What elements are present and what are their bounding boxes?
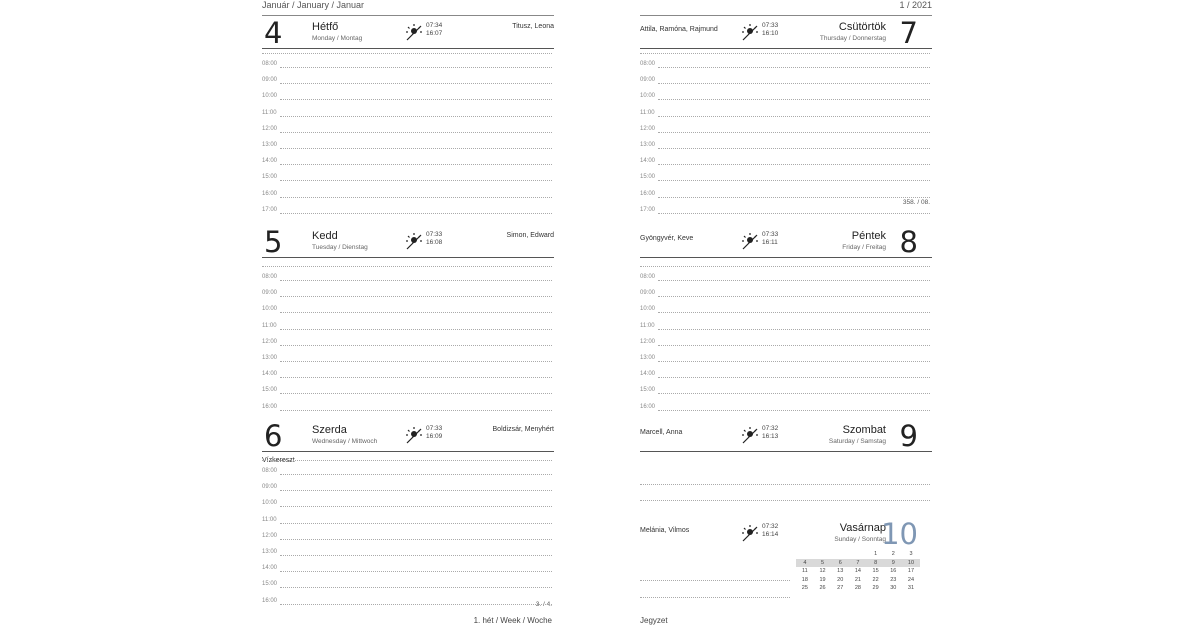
sunrise-time: 07:34 bbox=[426, 22, 443, 29]
right-page bbox=[640, 0, 932, 630]
day-name: Hétfő bbox=[312, 21, 339, 33]
mini-calendar-day bbox=[831, 550, 849, 559]
time-label: 08:00 bbox=[262, 468, 278, 474]
hour-line bbox=[280, 296, 552, 297]
sun-times bbox=[762, 523, 778, 539]
hour-line bbox=[262, 266, 552, 267]
time-label: 13:00 bbox=[640, 355, 656, 361]
mini-calendar-day: 18 bbox=[801, 576, 808, 583]
hour-line bbox=[262, 460, 552, 461]
time-label: 12:00 bbox=[640, 338, 656, 345]
hour-line bbox=[280, 197, 552, 198]
day-name: Szombat bbox=[842, 424, 886, 436]
day-number: 5 bbox=[264, 225, 283, 259]
sun-times bbox=[762, 425, 778, 441]
name-day: Melánia, Vilmos bbox=[640, 527, 690, 534]
hour-line bbox=[658, 132, 930, 133]
time-label: 13:00 bbox=[640, 142, 656, 148]
time-label: 17:00 bbox=[640, 206, 656, 213]
day-header bbox=[640, 518, 932, 550]
time-label: 12:00 bbox=[640, 125, 656, 132]
time-label: 08:00 bbox=[262, 61, 278, 67]
hour-line bbox=[658, 312, 930, 313]
sunrise-icon bbox=[740, 425, 760, 445]
mini-calendar-day: 23 bbox=[890, 576, 897, 583]
hour-line bbox=[262, 53, 552, 54]
mini-calendar-day: 31 bbox=[907, 585, 915, 591]
day-number: 9 bbox=[899, 419, 918, 453]
name-day: Attila, Ramóna, Rajmund bbox=[640, 26, 718, 33]
time-label: 11:00 bbox=[262, 516, 277, 523]
hour-line bbox=[280, 67, 552, 68]
page-header: Január / January / Januar bbox=[262, 0, 365, 10]
time-label: 16:00 bbox=[640, 190, 656, 197]
hour-line bbox=[280, 539, 552, 540]
dotted-line bbox=[640, 580, 790, 581]
name-day: Gyöngyvér, Keve bbox=[640, 235, 694, 242]
hour-line bbox=[658, 99, 930, 100]
day-header bbox=[640, 420, 932, 452]
day-number: 10 bbox=[881, 517, 918, 551]
day-number: 8 bbox=[899, 225, 918, 259]
day-name: Csütörtök bbox=[838, 21, 886, 33]
hour-line bbox=[280, 377, 552, 378]
sunrise-time: 07:33 bbox=[762, 231, 779, 238]
mini-calendar-week bbox=[796, 567, 920, 576]
sunset-time: 16:09 bbox=[426, 433, 443, 440]
hour-line bbox=[280, 587, 552, 588]
time-label: 15:00 bbox=[640, 387, 656, 394]
name-day: Simon, Edward bbox=[506, 232, 554, 239]
hour-line bbox=[658, 180, 930, 181]
mini-calendar-week bbox=[796, 559, 920, 568]
time-label: 09:00 bbox=[262, 290, 278, 297]
day-header bbox=[640, 226, 932, 258]
sunrise-icon bbox=[740, 523, 760, 543]
time-label: 12:00 bbox=[262, 125, 278, 132]
time-label: 14:00 bbox=[262, 371, 278, 378]
day-name: Szerda bbox=[312, 424, 347, 436]
hour-line bbox=[658, 329, 930, 330]
mini-calendar-day bbox=[814, 550, 832, 559]
day-rule bbox=[640, 257, 932, 258]
mini-calendar-day: 8 bbox=[874, 559, 878, 566]
day-number: 6 bbox=[264, 419, 283, 453]
sunset-time: 16:14 bbox=[762, 531, 779, 538]
mini-calendar-day: 21 bbox=[854, 576, 861, 583]
sunrise-icon bbox=[404, 425, 424, 445]
time-label: 11:00 bbox=[262, 109, 277, 116]
hour-line bbox=[280, 474, 552, 475]
hour-line bbox=[280, 345, 552, 346]
day-subtitle: Friday / Freitag bbox=[842, 244, 886, 251]
sunrise-icon bbox=[404, 231, 424, 251]
time-label: 15:00 bbox=[640, 174, 656, 181]
time-label: 13:00 bbox=[262, 549, 278, 555]
hour-line bbox=[280, 213, 552, 214]
mini-calendar-day: 7 bbox=[856, 559, 860, 566]
day-number: 4 bbox=[264, 16, 283, 50]
time-label: 10:00 bbox=[262, 306, 278, 313]
dotted-line bbox=[640, 484, 930, 485]
mini-calendar-day: 16 bbox=[890, 568, 897, 574]
hour-line bbox=[280, 490, 552, 491]
hour-line bbox=[658, 148, 930, 149]
hour-line bbox=[658, 67, 930, 68]
hour-line bbox=[658, 116, 930, 117]
left-page bbox=[262, 0, 554, 630]
hour-line bbox=[280, 180, 552, 181]
mini-calendar-day: 10 bbox=[907, 559, 915, 566]
day-rule bbox=[262, 48, 554, 49]
time-label: 11:00 bbox=[262, 322, 277, 329]
name-day: Titusz, Leona bbox=[512, 23, 554, 30]
hour-line bbox=[280, 329, 552, 330]
dotted-line bbox=[640, 500, 930, 501]
time-label: 10:00 bbox=[640, 93, 656, 100]
hour-line bbox=[280, 555, 552, 556]
hour-line bbox=[280, 393, 552, 394]
time-label: 14:00 bbox=[640, 371, 656, 378]
mini-calendar-day: 17 bbox=[907, 568, 915, 574]
mini-calendar-day: 4 bbox=[803, 559, 807, 566]
mini-calendar-day: 11 bbox=[801, 568, 808, 574]
time-label: 08:00 bbox=[262, 274, 278, 280]
hour-line bbox=[280, 116, 552, 117]
hour-line bbox=[280, 148, 552, 149]
hour-line bbox=[658, 393, 930, 394]
sunrise-icon bbox=[404, 22, 424, 42]
hour-line bbox=[658, 345, 930, 346]
hour-line bbox=[280, 83, 552, 84]
day-header bbox=[262, 420, 554, 452]
sunset-time: 16:11 bbox=[762, 239, 778, 246]
mini-calendar-day bbox=[849, 550, 867, 559]
sun-times bbox=[426, 22, 442, 38]
hour-line bbox=[658, 197, 930, 198]
sunrise-time: 07:32 bbox=[762, 425, 779, 432]
sunrise-time: 07:33 bbox=[762, 22, 779, 29]
time-label: 15:00 bbox=[262, 581, 278, 588]
day-rule bbox=[640, 48, 932, 49]
sunset-time: 16:10 bbox=[762, 30, 779, 37]
hour-line bbox=[280, 164, 552, 165]
day-subtitle: Saturday / Samstag bbox=[828, 438, 886, 445]
time-label: 16:00 bbox=[262, 597, 278, 604]
time-label: 11:00 bbox=[640, 322, 655, 329]
hour-line bbox=[658, 296, 930, 297]
hour-line bbox=[280, 132, 552, 133]
sunrise-time: 07:33 bbox=[426, 231, 443, 238]
mini-calendar-day: 25 bbox=[801, 585, 808, 591]
day-number: 7 bbox=[899, 16, 918, 50]
hour-line bbox=[280, 361, 552, 362]
hour-line bbox=[280, 523, 552, 524]
day-subtitle: Monday / Montag bbox=[312, 35, 363, 42]
mini-calendar-day: 22 bbox=[872, 576, 879, 583]
hour-line bbox=[640, 53, 930, 54]
header-rule bbox=[262, 15, 554, 16]
hour-line bbox=[280, 571, 552, 572]
time-label: 08:00 bbox=[640, 274, 656, 280]
mini-calendar-day: 3 bbox=[909, 551, 913, 557]
day-name: Kedd bbox=[312, 230, 338, 242]
hour-line bbox=[658, 213, 930, 214]
mini-calendar-day: 12 bbox=[819, 568, 826, 574]
time-label: 15:00 bbox=[262, 387, 278, 394]
mini-calendar-week bbox=[796, 584, 920, 593]
sunset-time: 16:07 bbox=[426, 30, 443, 37]
time-label: 13:00 bbox=[262, 355, 278, 361]
hour-line bbox=[658, 280, 930, 281]
time-label: 10:00 bbox=[262, 500, 278, 507]
mini-calendar-day: 6 bbox=[838, 559, 842, 566]
day-header bbox=[262, 17, 554, 49]
day-name: Vasárnap bbox=[839, 522, 886, 534]
time-label: 13:00 bbox=[262, 142, 278, 148]
mini-calendar-day: 24 bbox=[907, 576, 915, 583]
hour-line bbox=[640, 266, 930, 267]
hour-line bbox=[658, 83, 930, 84]
mini-calendar-day: 14 bbox=[854, 568, 861, 574]
time-label: 11:00 bbox=[640, 109, 655, 116]
mini-calendar bbox=[796, 550, 920, 593]
sun-times bbox=[426, 425, 442, 441]
mini-calendar-day: 9 bbox=[891, 559, 895, 566]
sunset-time: 16:13 bbox=[762, 433, 779, 440]
sun-times bbox=[426, 231, 442, 247]
sunrise-time: 07:33 bbox=[426, 425, 443, 432]
mini-calendar-day: 19 bbox=[819, 576, 826, 583]
mini-calendar-day: 28 bbox=[854, 585, 861, 591]
day-rule bbox=[640, 451, 932, 452]
mini-calendar-day: 15 bbox=[872, 568, 879, 574]
day-count: 3. / 4. bbox=[535, 601, 552, 608]
name-day: Boldizsár, Menyhért bbox=[492, 426, 554, 433]
time-label: 08:00 bbox=[640, 61, 656, 67]
mini-calendar-day: 2 bbox=[891, 551, 895, 557]
page-header: 1 / 2021 bbox=[899, 0, 932, 10]
hour-line bbox=[280, 410, 552, 411]
time-label: 15:00 bbox=[262, 174, 278, 181]
dotted-line bbox=[640, 597, 790, 598]
hour-line bbox=[658, 164, 930, 165]
mini-calendar-day: 26 bbox=[819, 585, 826, 591]
hour-line bbox=[280, 280, 552, 281]
time-label: 10:00 bbox=[640, 306, 656, 313]
time-label: 12:00 bbox=[262, 338, 278, 345]
hour-line bbox=[658, 410, 930, 411]
holiday-note: Vízkereszt bbox=[262, 457, 295, 464]
day-rule bbox=[262, 451, 554, 452]
mini-calendar-week bbox=[796, 550, 920, 559]
time-label: 14:00 bbox=[640, 158, 656, 165]
sunrise-time: 07:32 bbox=[762, 523, 779, 530]
mini-calendar-week bbox=[796, 576, 920, 585]
week-footer: 1. hét / Week / Woche bbox=[473, 616, 552, 625]
hour-line bbox=[658, 377, 930, 378]
time-label: 14:00 bbox=[262, 158, 278, 165]
hour-line bbox=[280, 99, 552, 100]
day-subtitle: Wednesday / Mittwoch bbox=[312, 438, 378, 445]
hour-line bbox=[658, 361, 930, 362]
mini-calendar-day: 1 bbox=[874, 551, 878, 557]
time-label: 16:00 bbox=[262, 403, 278, 410]
sunset-time: 16:08 bbox=[426, 239, 443, 246]
mini-calendar-day: 5 bbox=[821, 559, 825, 566]
notes-footer: Jegyzet bbox=[640, 616, 668, 625]
day-subtitle: Tuesday / Dienstag bbox=[312, 244, 368, 251]
day-name: Péntek bbox=[851, 230, 886, 242]
hour-line bbox=[280, 604, 552, 605]
mini-calendar-day: 30 bbox=[890, 585, 897, 591]
time-label: 09:00 bbox=[262, 77, 278, 84]
sunrise-icon bbox=[740, 231, 760, 251]
time-label: 09:00 bbox=[640, 290, 656, 297]
time-label: 12:00 bbox=[262, 532, 278, 539]
day-rule bbox=[262, 257, 554, 258]
hour-line bbox=[280, 312, 552, 313]
day-header bbox=[262, 226, 554, 258]
mini-calendar-day bbox=[796, 550, 814, 559]
sunrise-icon bbox=[740, 22, 760, 42]
mini-calendar-day: 13 bbox=[837, 568, 844, 574]
time-label: 10:00 bbox=[262, 93, 278, 100]
day-count: 358. / 08. bbox=[902, 199, 930, 206]
header-rule bbox=[640, 15, 932, 16]
day-subtitle: Thursday / Donnerstag bbox=[819, 35, 886, 42]
day-subtitle: Sunday / Sonntag bbox=[834, 536, 886, 543]
mini-calendar-day: 20 bbox=[837, 576, 844, 583]
time-label: 14:00 bbox=[262, 565, 278, 572]
sun-times bbox=[762, 22, 778, 38]
day-header bbox=[640, 17, 932, 49]
time-label: 09:00 bbox=[640, 77, 656, 84]
time-label: 16:00 bbox=[262, 190, 278, 197]
mini-calendar-day: 27 bbox=[837, 585, 844, 591]
hour-line bbox=[280, 506, 552, 507]
time-label: 16:00 bbox=[640, 403, 656, 410]
mini-calendar-day: 29 bbox=[872, 585, 879, 591]
time-label: 09:00 bbox=[262, 484, 278, 491]
name-day: Marcell, Anna bbox=[640, 429, 683, 436]
time-label: 17:00 bbox=[262, 206, 278, 213]
sun-times bbox=[762, 231, 778, 247]
